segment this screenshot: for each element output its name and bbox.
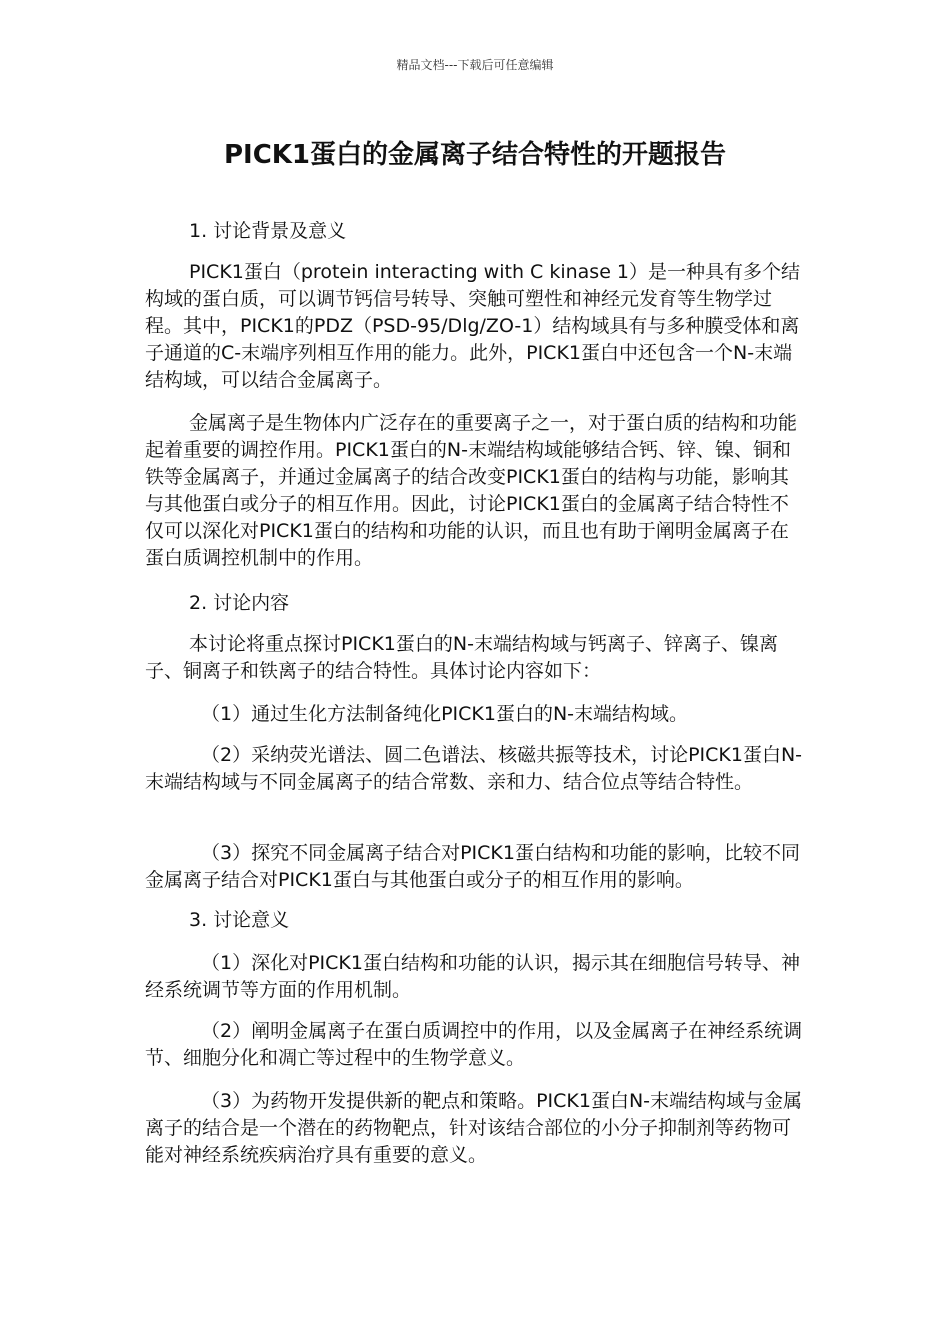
document-title: PICK1蛋白的金属离子结合特性的开题报告 xyxy=(223,140,727,170)
section-2-item-2: （2）采纳荧光谱法、圆二色谱法、核磁共振等技术，讨论PICK1蛋白N-末端结构域与不同金属离子的结合常数、亲和力、结合位点等结合特性。 xyxy=(145,744,803,793)
section-3-item-2: （2）阐明金属离子在蛋白质调控中的作用，以及金属离子在神经系统调节、细胞分化和凋亡等过程中的生物学意义。 xyxy=(145,1020,803,1069)
section-2-item-1: （1）通过生化方法制备纯化PICK1蛋白的N-末端结构域。 xyxy=(201,703,689,725)
page-header: 精品文档---下载后可任意编辑 xyxy=(396,58,554,72)
section-2-heading: 2. 讨论内容 xyxy=(189,592,290,614)
section-3-item-3: （3）为药物开发提供新的靶点和策略。PICK1蛋白N-末端结构域与金属离子的结合是一个潜在的药物靶点，针对该结合部位的小分子抑制剂等药物可能对神经系统疾病治疗具有重要的意义。 xyxy=(145,1090,803,1166)
section-1-paragraph-1: PICK1蛋白（protein interacting with C kinase 1）是一种具有多个结构域的蛋白质，可以调节钙信号转导、突触可塑性和神经元发育等生物学过程。其中，PICK1的PDZ（PSD-95/Dlg/ZO-1）结构域具有与多种膜受体和离子通道的C-末端序列相互作用的能力。此外，PICK1蛋白中还包含一个N-末端结构域，可以结合金属离子。 xyxy=(145,261,801,391)
section-1-paragraph-2: 金属离子是生物体内广泛存在的重要离子之一，对于蛋白质的结构和功能起着重要的调控作用。PICK1蛋白的N-末端结构域能够结合钙、锌、镍、铜和铁等金属离子，并通过金属离子的结合改变PICK1蛋白的结构与功能，影响其与其他蛋白或分子的相互作用。因此，讨论PICK1蛋白的金属离子结合特性不仅可以深化对PICK1蛋白的结构和功能的认识，而且也有助于阐明金属离子在蛋白质调控机制中的作用。 xyxy=(145,412,798,569)
section-2-item-3: （3）探究不同金属离子结合对PICK1蛋白结构和功能的影响，比较不同金属离子结合对PICK1蛋白与其他蛋白或分子的相互作用的影响。 xyxy=(145,842,800,891)
section-1-heading: 1. 讨论背景及意义 xyxy=(189,220,347,242)
section-3-heading: 3. 讨论意义 xyxy=(189,909,290,931)
section-3-item-1: （1）深化对PICK1蛋白结构和功能的认识，揭示其在细胞信号转导、神经系统调节等方面的作用机制。 xyxy=(145,952,800,1001)
section-2-paragraph-1: 本讨论将重点探讨PICK1蛋白的N-末端结构域与钙离子、锌离子、镍离子、铜离子和铁离子的结合特性。具体讨论内容如下： xyxy=(145,633,778,682)
